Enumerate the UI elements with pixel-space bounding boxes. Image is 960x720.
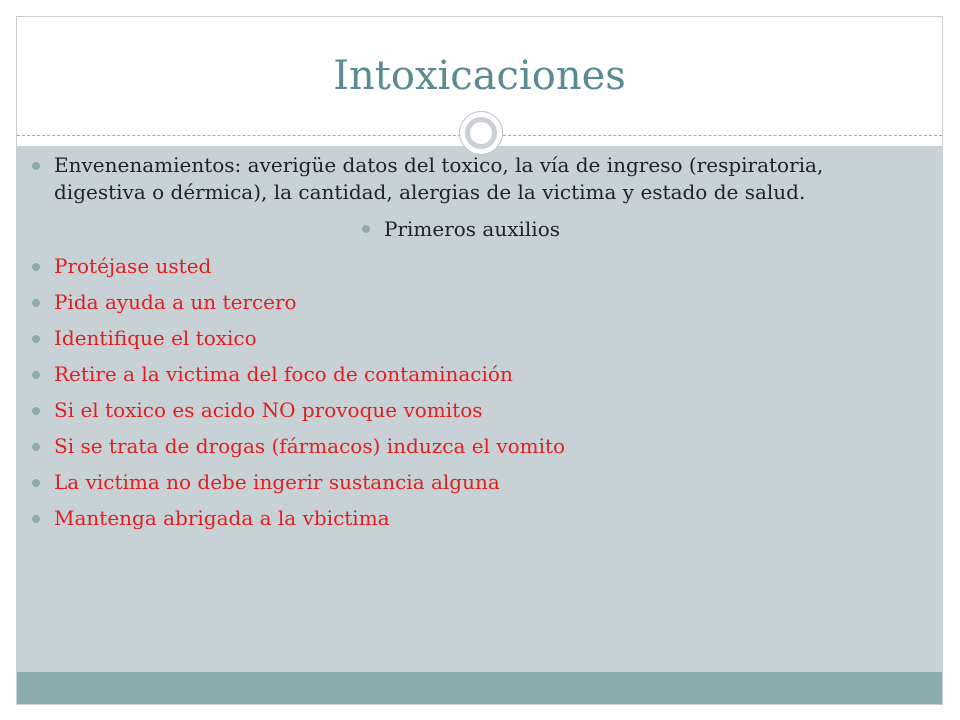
bullet-step-text: Si el toxico es acido NO provoque vomitos (54, 398, 483, 422)
bullet-step (30, 361, 890, 388)
bullet-step (30, 505, 890, 532)
slide-title: Intoxicaciones (333, 53, 626, 99)
bullet-step-text: La victima no debe ingerir sustancia alguna (54, 470, 500, 494)
bullet-step-text: Si se trata de drogas (fármacos) induzca el vomito (54, 434, 566, 458)
bullet-step (30, 289, 890, 316)
bullet-list (30, 152, 890, 541)
bullet-step-text: Pida ayuda a un tercero (54, 290, 297, 314)
bullet-step (30, 433, 890, 460)
bullet-step-text: Identifique el toxico (54, 326, 257, 350)
bullet-intro-text: Envenenamientos: averigüe datos del toxico, la vía de ingreso (respiratoria, digestiva o dérmica), la cantidad, alergias de la victima y estado de salud. (54, 153, 824, 204)
ring-inner (465, 117, 497, 149)
bullet-step (30, 397, 890, 424)
bullet-step-text: Mantenga abrigada a la vbictima (54, 506, 390, 530)
bullet-subheading-text: Primeros auxilios (360, 217, 560, 241)
bullet-step-text: Retire a la victima del foco de contaminación (54, 362, 513, 386)
bullet-step (30, 469, 890, 496)
bullet-subheading (30, 216, 890, 243)
bullet-step (30, 325, 890, 352)
bullet-step-text: Protéjase usted (54, 254, 212, 278)
bullet-intro (30, 152, 890, 206)
bullet-step (30, 253, 890, 280)
footer-band (17, 672, 942, 704)
ring-ornament-icon (459, 111, 503, 155)
